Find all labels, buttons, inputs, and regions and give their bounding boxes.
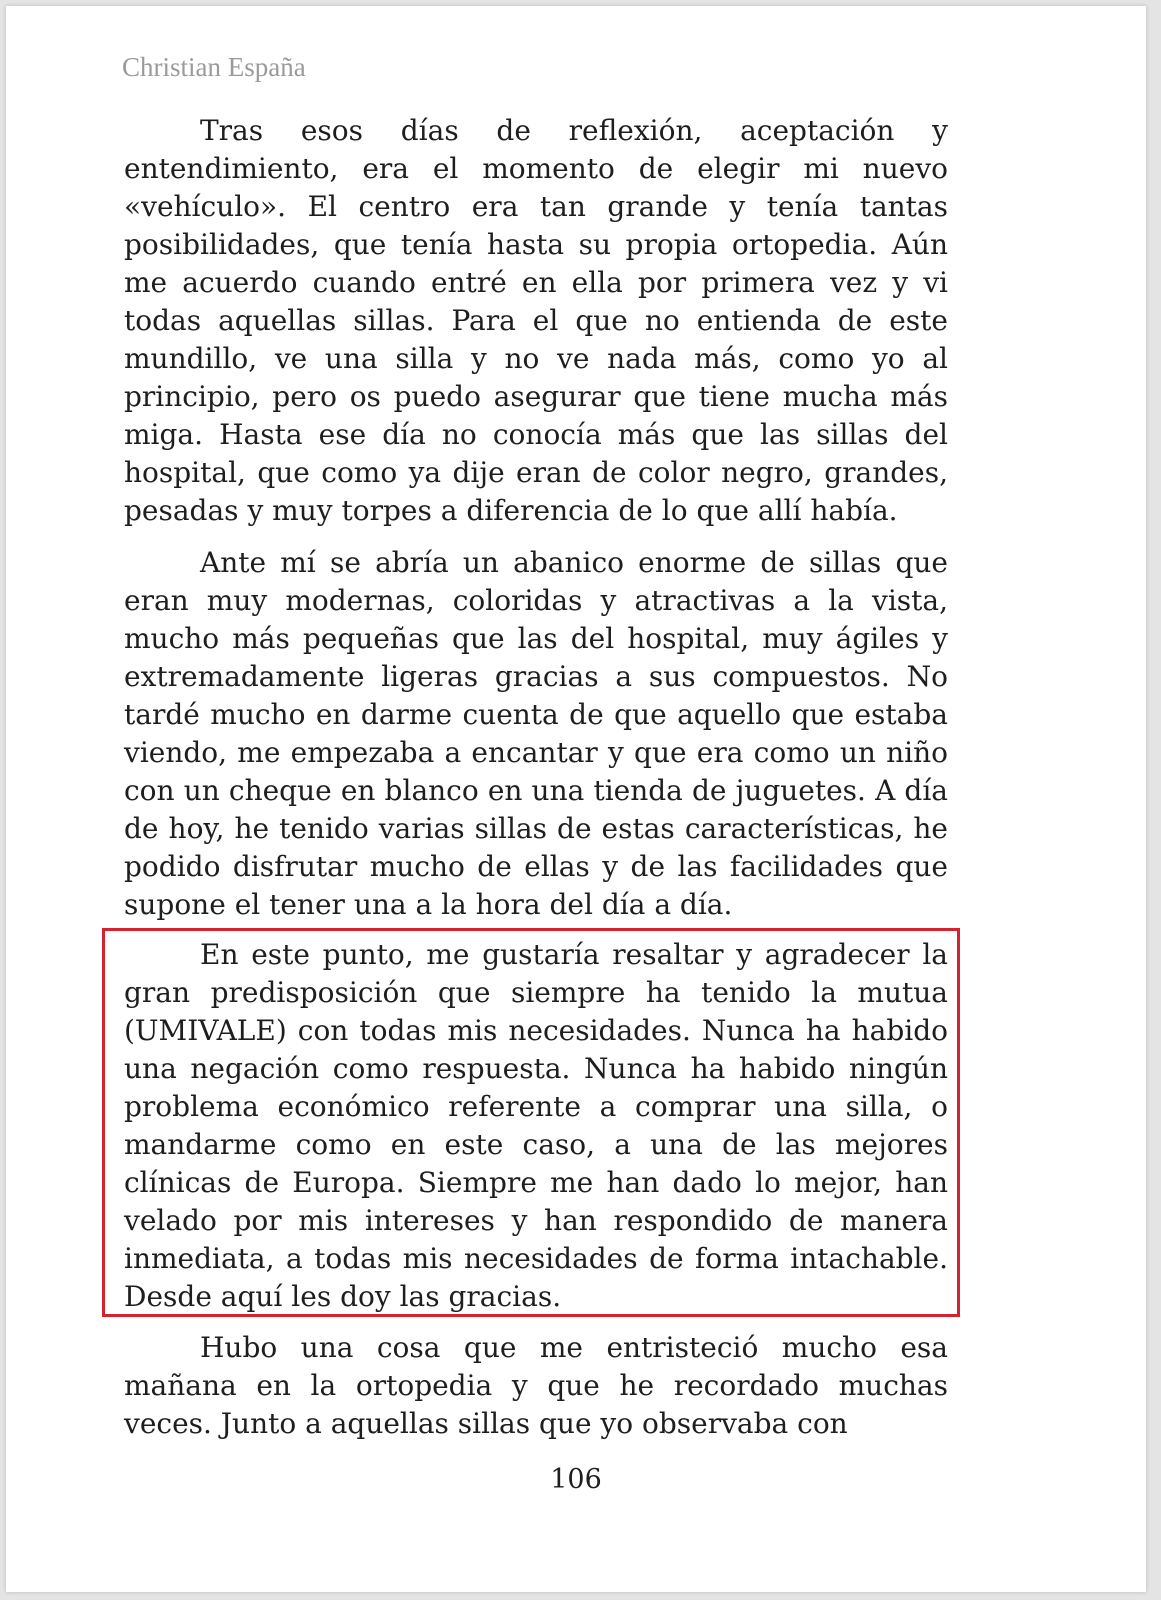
running-header-author: Christian España <box>122 52 306 82</box>
book-page <box>6 6 1146 1592</box>
paragraph-3-highlighted: En este punto, me gustaría resaltar y agradecer la gran predisposición que siempre ha tenido la mutua (UMIVALE) con todas mis necesidades. Nunca ha habido una negación como respuesta. Nunca ha habido ningún problema económico referente a comprar una silla, o mandarme como en este caso, a una de las mejores clínicas de Europa. Siempre me han dado lo mejor, han velado por mis intereses y han respondido de manera inmediata, a todas mis necesidades de forma intachable. Desde aquí les doy las gracias. <box>124 938 948 1313</box>
paragraph-2: Ante mí se abría un abanico enorme de sillas que eran muy modernas, coloridas y atractivas a la vista, mucho más pequeñas que las del hospital, muy ágiles y extremadamente ligeras gracias a sus compuestos. No tardé mucho en darme cuenta de que aquello que estaba viendo, me empezaba a encantar y que era como un niño con un cheque en blanco en una tienda de juguetes. A día de hoy, he tenido varias sillas de estas características, he podido disfrutar mucho de ellas y de las facilidades que supone el tener una a la hora del día a día. <box>124 546 948 921</box>
paragraph-4: Hubo una cosa que me entristeció mucho esa mañana en la ortopedia y que he recordado muchas veces. Junto a aquellas sillas que yo observaba con <box>124 1331 948 1440</box>
page-number: 106 <box>550 1464 602 1495</box>
paragraph-1: Tras esos días de reflexión, aceptación y entendimiento, era el momento de elegir mi nuevo «vehículo». El centro era tan grande y tenía tantas posibilidades, que tenía hasta su propia ortopedia. Aún me acuerdo cuando entré en ella por primera vez y vi todas aquellas sillas. Para el que no entienda de este mundillo, ve una silla y no ve nada más, como yo al principio, pero os puedo asegurar que tiene mucha más miga. Hasta ese día no conocía más que las sillas del hospital, que como ya dije eran de color negro, grandes, pesadas y muy torpes a diferencia de lo que allí había. <box>124 114 948 527</box>
highlight-box <box>102 928 960 1317</box>
